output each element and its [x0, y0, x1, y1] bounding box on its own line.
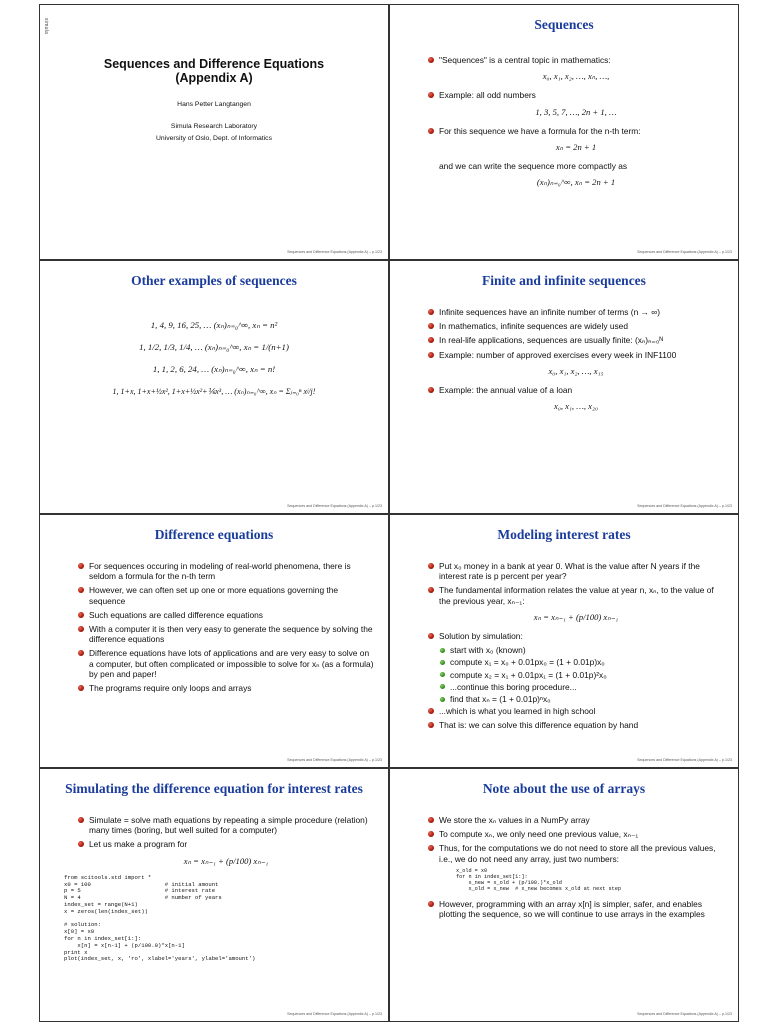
math-line: 1, 1/2, 1/3, 1/4, … (xₙ)ₙ₌₀^∞, xₙ = 1/(n+1) [139, 342, 289, 353]
text: and we can write the sequence more compactly as [439, 161, 628, 172]
bullet: However, we can often set up one or more equations governing the sequence [78, 585, 374, 605]
slide-footer: Sequences and Difference Equations (Appendix A) – p.1/23 [287, 1012, 382, 1016]
math: (xₙ)ₙ₌₀^∞, xₙ = 2n + 1 [536, 177, 616, 188]
bullet: Example: all odd numbers [428, 90, 724, 100]
slide-other-examples [39, 260, 389, 514]
math: x₀, x₁, x₂, …, xₙ, …, [542, 71, 610, 82]
bullet: Example: the annual value of a loan [428, 385, 724, 395]
bullet: Solution by simulation: [428, 631, 724, 641]
math-line: 1, 1, 2, 6, 24, … (xₙ)ₙ₌₀^∞, xₙ = n! [152, 364, 276, 375]
code-block: x_old = x0 for n in index_set[1:]: x_new = x_old + (p/100.)*x_old x_old = x_new # x_new becomes x_old at next step [456, 867, 621, 893]
slide-footer: Sequences and Difference Equations (Appendix A) – p.1/23 [287, 504, 382, 508]
sub-bullet: compute x₁ = x₀ + 0.01px₀ = (1 + 0.01p)x₀ [440, 657, 724, 667]
slide-difference-equations [39, 514, 389, 768]
slide-footer: Sequences and Difference Equations (Appendix A) – p.1/23 [637, 758, 732, 762]
bullet: ...which is what you learned in high school [428, 706, 724, 716]
math: x₀, x₁, …, x₂₀ [554, 401, 598, 412]
slide-simulating [39, 768, 389, 1022]
simula-logo: simula [43, 18, 49, 35]
slide-modeling-interest [389, 514, 739, 768]
author: Hans Petter Langtangen [177, 101, 251, 108]
slide-title: Sequences [534, 17, 594, 32]
math: xₙ = 2n + 1 [555, 142, 597, 153]
slide-title: Other examples of sequences [131, 273, 297, 288]
slide-finite-infinite [389, 260, 739, 514]
bullet: In real-life applications, sequences are usually finite: (xₙ)ₙ₌₀ᴺ [428, 335, 724, 345]
bullet: We store the xₙ values in a NumPy array [428, 815, 724, 825]
presentation-title: Sequences and Difference Equations (Appendix A) [103, 57, 325, 85]
bullet: Example: number of approved exercises every week in INF1100 [428, 350, 724, 360]
slide-title: Modeling interest rates [497, 527, 631, 542]
slide-title: Note about the use of arrays [482, 781, 646, 796]
math-line: 1, 1+x, 1+x+½x², 1+x+½x²+⅙x³, … (xₙ)ₙ₌₀^∞, xₙ = Σⱼ₌₀ⁿ xʲ/j! [112, 386, 316, 396]
math: 1, 3, 5, 7, …, 2n + 1, … [535, 106, 617, 117]
slide-footer: Sequences and Difference Equations (Appendix A) – p.1/23 [287, 250, 382, 254]
math: x₀, x₁, x₂, …, x₁₅ [548, 365, 604, 376]
bullet: The fundamental information relates the value at year n, xₙ, to the value of the previous year, xₙ₋₁: [428, 585, 724, 605]
slide-title: Difference equations [154, 527, 274, 542]
affiliation-1: Simula Research Laboratory [170, 123, 258, 130]
bullet: With a computer it is then very easy to generate the sequence by solving the difference equations [78, 624, 374, 644]
math: xₙ = xₙ₋₁ + (p/100) xₙ₋₁ [533, 611, 619, 622]
bullet: Infinite sequences have an infinite number of terms (n → ∞) [428, 307, 724, 317]
slide-sequences [389, 4, 739, 260]
affiliation-2: University of Oslo, Dept. of Informatics [156, 135, 272, 142]
bullet: That is: we can solve this difference equation by hand [428, 720, 724, 730]
sub-bullet: start with x₀ (known) [440, 645, 724, 655]
slide-title [39, 4, 389, 260]
bullet: Such equations are called difference equations [78, 610, 374, 620]
bullet: In mathematics, infinite sequences are widely used [428, 321, 724, 331]
bullet: For sequences occuring in modeling of real-world phenomena, there is seldom a formula for the n-th term [78, 561, 374, 581]
bullet: Let us make a program for [78, 839, 374, 849]
bullet: However, programming with an array x[n] is simpler, safer, and enables plotting the sequence, so we will continue to use arrays in the examples [428, 899, 724, 919]
slide-footer: Sequences and Difference Equations (Appendix A) – p.1/23 [637, 1012, 732, 1016]
math-line: 1, 4, 9, 16, 25, … (xₙ)ₙ₌₀^∞, xₙ = n² [150, 320, 278, 330]
bullet: Simulate = solve math equations by repeating a simple procedure (relation) many times (boring, but well suited for a computer) [78, 815, 374, 835]
bullet: "Sequences" is a central topic in mathematics: [428, 55, 724, 65]
slide-title: Finite and infinite sequences [482, 273, 646, 288]
sub-bullet: find that xₙ = (1 + 0.01p)ⁿx₀ [440, 694, 724, 704]
slide-title: Simulating the difference equation for interest rates [65, 781, 363, 796]
bullet: For this sequence we have a formula for the n-th term: [428, 126, 724, 136]
code-block: from scitools.std import * x0 = 100 # initial amount p = 5 # interest rate N = 4 # number of years index_set = range(N+1) x = zeros(len(index_set)) # solution: x[0] = x0 for n in index_set[1:]: x[n] = x[n-1] + (p/100.0)*x[n-1] print x plot(index_set, x, 'ro', xlabel='years', ylabel='amount') [64, 873, 256, 963]
math: xₙ = xₙ₋₁ + (p/100) xₙ₋₁ [183, 855, 269, 866]
slide-footer: Sequences and Difference Equations (Appendix A) – p.1/23 [637, 504, 732, 508]
bullet: To compute xₙ, we only need one previous value, xₙ₋₁ [428, 829, 724, 839]
bullet: The programs require only loops and arrays [78, 683, 374, 693]
bullet: Thus, for the computations we do not need to store all the previous values, i.e., we do not need any array, just two numbers: [428, 843, 724, 863]
slide-footer: Sequences and Difference Equations (Appendix A) – p.1/23 [287, 758, 382, 762]
bullet: Difference equations have lots of applications and are very easy to solve on a computer, but often complicated or impossible to solve for xₙ (as a formula) by pen and paper! [78, 648, 374, 679]
sub-bullet: compute x₂ = x₁ + 0.01px₁ = (1 + 0.01p)²x₀ [440, 670, 724, 680]
bullet: Put x₀ money in a bank at year 0. What is the value after N years if the interest rate is p percent per year? [428, 561, 724, 581]
slide-footer: Sequences and Difference Equations (Appendix A) – p.1/23 [637, 250, 732, 254]
sub-bullet: ...continue this boring procedure... [440, 682, 724, 692]
slide-arrays [389, 768, 739, 1022]
